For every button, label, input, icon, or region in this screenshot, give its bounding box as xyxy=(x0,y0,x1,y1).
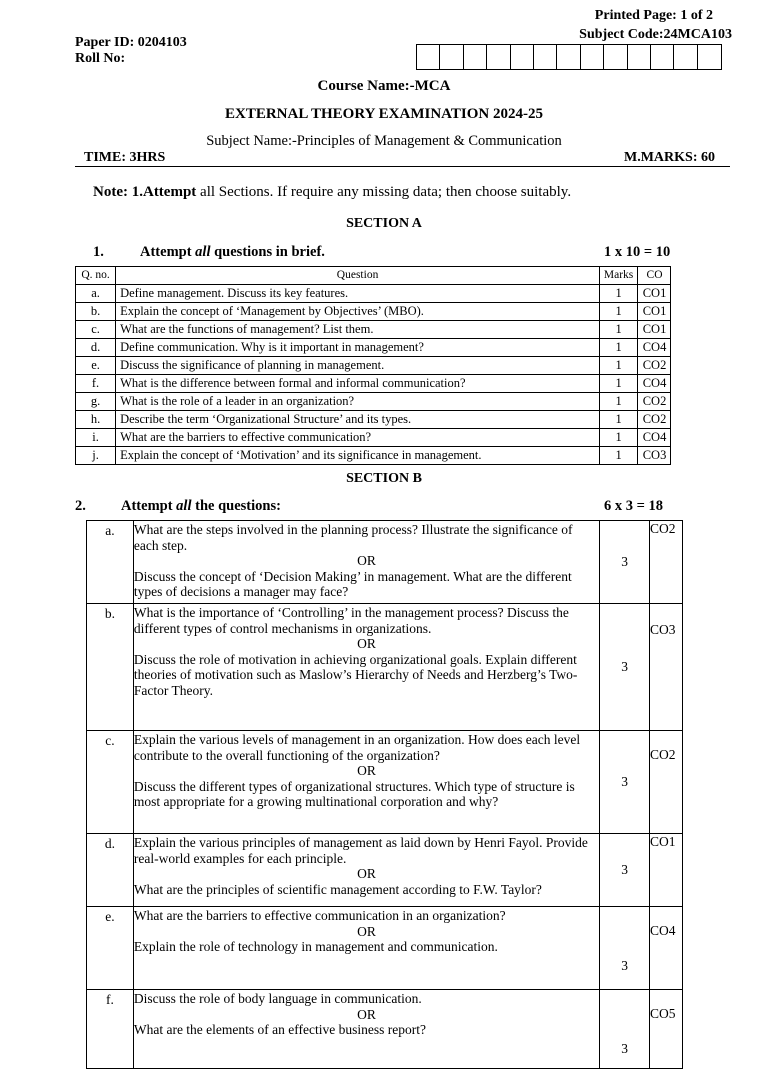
row-co: CO1 xyxy=(650,834,683,907)
q1-marks: 1 x 10 = 10 xyxy=(604,244,671,260)
row-questions xyxy=(133,990,599,1069)
table-row xyxy=(76,357,671,375)
row-question: Explain the concept of ‘Management by Objectives’ (MBO). xyxy=(116,303,600,321)
table-row xyxy=(76,447,671,465)
row-question: What are the barriers to effective communication? xyxy=(116,429,600,447)
question-option-1: Explain the various principles of management as laid down by Henri Fayol. Provide real-world examples for each principle. xyxy=(133,835,588,866)
row-co: CO1 xyxy=(638,321,671,339)
row-qno: e. xyxy=(76,357,116,375)
table-row xyxy=(76,321,671,339)
roll-box xyxy=(464,45,487,69)
course-name: Course Name:-MCA xyxy=(317,78,451,94)
note-label: Note: 1.Attempt xyxy=(93,184,197,200)
row-marks: 1 xyxy=(600,375,638,393)
section-b-table xyxy=(86,520,683,1069)
roll-no-boxes xyxy=(416,44,722,70)
table-row xyxy=(76,303,671,321)
row-co: CO2 xyxy=(638,411,671,429)
q1-number: 1. xyxy=(93,244,104,260)
question-option-1: What are the steps involved in the planning process? Illustrate the significance of each step. xyxy=(133,522,573,553)
question-option-1: What is the importance of ‘Controlling’ in the management process? Discuss the different types of control mechanisms in organizations. xyxy=(133,605,569,636)
roll-box xyxy=(487,45,510,69)
header-question: Question xyxy=(116,267,600,285)
subject-code: Subject Code:24MCA103 xyxy=(579,27,732,42)
row-co: CO3 xyxy=(650,604,683,731)
table-row xyxy=(87,907,683,990)
exam-title: EXTERNAL THEORY EXAMINATION 2024-25 xyxy=(225,106,543,122)
row-co: CO5 xyxy=(650,990,683,1069)
row-label: f. xyxy=(87,990,134,1069)
row-co: CO1 xyxy=(638,303,671,321)
row-questions xyxy=(133,907,599,990)
row-qno: h. xyxy=(76,411,116,429)
section-a-title: SECTION A xyxy=(346,216,422,231)
row-co: CO2 xyxy=(650,521,683,604)
row-questions xyxy=(133,834,599,907)
table-row xyxy=(76,393,671,411)
question-option-2: Discuss the role of motivation in achieving organizational goals. Explain different theories of motivation such as Maslow’s Hierarchy of Needs and Herzberg’s Two-Factor Theory. xyxy=(133,651,578,698)
row-label: c. xyxy=(87,731,134,834)
row-label: d. xyxy=(87,834,134,907)
row-marks: 3 xyxy=(600,990,650,1069)
roll-box xyxy=(534,45,557,69)
header-marks: Marks xyxy=(600,267,638,285)
question-option-1: Explain the various levels of management in an organization. How does each level contribute to the overall functioning of the organization? xyxy=(133,732,581,763)
roll-box xyxy=(440,45,463,69)
row-marks: 1 xyxy=(600,285,638,303)
section-a-table xyxy=(75,266,671,465)
q2-instruction-em: all xyxy=(176,498,192,514)
roll-box xyxy=(651,45,674,69)
row-co: CO4 xyxy=(650,907,683,990)
q1-instruction-pre: Attempt xyxy=(140,244,196,260)
row-marks: 3 xyxy=(600,834,650,907)
roll-box xyxy=(581,45,604,69)
question-option-2: Discuss the concept of ‘Decision Making’ in management. What are the different types of decisions a manager may face? xyxy=(133,568,572,599)
row-marks: 1 xyxy=(600,339,638,357)
roll-box xyxy=(417,45,440,69)
row-label: e. xyxy=(87,907,134,990)
table-row xyxy=(76,429,671,447)
row-question: Describe the term ‘Organizational Structure’ and its types. xyxy=(116,411,600,429)
question-option-2: Discuss the different types of organizational structures. Which type of structure is most appropriate for a growing multinational corporation and why? xyxy=(133,778,575,809)
row-co: CO2 xyxy=(638,393,671,411)
roll-box xyxy=(604,45,627,69)
row-question: What is the difference between formal and informal communication? xyxy=(116,375,600,393)
row-co: CO2 xyxy=(650,731,683,834)
row-marks: 3 xyxy=(600,604,650,731)
row-qno: d. xyxy=(76,339,116,357)
q2-instruction xyxy=(121,498,281,515)
roll-box xyxy=(557,45,580,69)
section-b-title: SECTION B xyxy=(346,471,422,486)
q1-instruction-em: all xyxy=(195,244,211,260)
table-header-row xyxy=(76,267,671,285)
table-row xyxy=(87,834,683,907)
row-qno: f. xyxy=(76,375,116,393)
row-question: Discuss the significance of planning in management. xyxy=(116,357,600,375)
row-label: b. xyxy=(87,604,134,731)
table-row xyxy=(76,411,671,429)
row-questions xyxy=(133,604,599,731)
q2-number: 2. xyxy=(75,498,86,514)
row-co: CO2 xyxy=(638,357,671,375)
table-row xyxy=(87,604,683,731)
paper-id: Paper ID: 0204103 xyxy=(75,35,187,50)
q2-marks: 6 x 3 = 18 xyxy=(604,498,664,514)
row-co: CO3 xyxy=(638,447,671,465)
table-row xyxy=(87,521,683,604)
question-option-1: What are the barriers to effective communication in an organization? xyxy=(133,908,506,923)
row-marks: 3 xyxy=(600,731,650,834)
row-question: What are the functions of management? List them. xyxy=(116,321,600,339)
roll-box xyxy=(674,45,697,69)
row-qno: c. xyxy=(76,321,116,339)
row-questions xyxy=(133,731,599,834)
question-option-2: What are the principles of scientific management according to F.W. Taylor? xyxy=(133,881,542,897)
roll-box xyxy=(698,45,721,69)
table-row xyxy=(87,731,683,834)
question-option-2: Explain the role of technology in management and communication. xyxy=(133,939,498,954)
max-marks: M.MARKS: 60 xyxy=(624,150,715,165)
roll-box xyxy=(628,45,651,69)
row-questions xyxy=(133,521,599,604)
q1-instruction-post: questions in brief. xyxy=(210,244,325,260)
table-row xyxy=(87,990,683,1069)
row-qno: j. xyxy=(76,447,116,465)
row-question: Explain the concept of ‘Motivation’ and its significance in management. xyxy=(116,447,600,465)
or-separator: OR xyxy=(357,923,376,939)
or-separator: OR xyxy=(357,1006,376,1022)
row-marks: 1 xyxy=(600,429,638,447)
q1-instruction xyxy=(140,244,325,261)
row-marks: 3 xyxy=(600,521,650,604)
row-qno: i. xyxy=(76,429,116,447)
roll-no-label: Roll No: xyxy=(75,51,126,66)
or-separator: OR xyxy=(357,636,376,651)
table-row xyxy=(76,285,671,303)
row-co: CO4 xyxy=(638,375,671,393)
row-marks: 1 xyxy=(600,393,638,411)
note-text: all Sections. If require any missing data; then choose suitably. xyxy=(196,184,572,200)
row-label: a. xyxy=(87,521,134,604)
row-co: CO4 xyxy=(638,429,671,447)
row-co: CO1 xyxy=(638,285,671,303)
table-row xyxy=(76,339,671,357)
q2-instruction-pre: Attempt xyxy=(121,498,177,514)
row-qno: b. xyxy=(76,303,116,321)
header-divider xyxy=(75,166,730,167)
row-marks: 1 xyxy=(600,357,638,375)
subject-name: Subject Name:-Principles of Management & Communication xyxy=(206,133,562,149)
header-qno: Q. no. xyxy=(76,267,116,285)
row-marks: 1 xyxy=(600,303,638,321)
or-separator: OR xyxy=(357,866,376,881)
q2-instruction-post: the questions: xyxy=(191,498,281,514)
time-label: TIME: 3HRS xyxy=(84,150,166,165)
question-option-2: What are the elements of an effective business report? xyxy=(133,1022,426,1037)
header-co: CO xyxy=(638,267,671,285)
table-row xyxy=(76,375,671,393)
roll-box xyxy=(511,45,534,69)
row-question: What is the role of a leader in an organization? xyxy=(116,393,600,411)
question-option-1: Discuss the role of body language in communication. xyxy=(133,991,422,1006)
or-separator: OR xyxy=(357,553,376,568)
row-question: Define communication. Why is it important in management? xyxy=(116,339,600,357)
row-qno: g. xyxy=(76,393,116,411)
row-marks: 1 xyxy=(600,321,638,339)
or-separator: OR xyxy=(357,763,376,778)
row-question: Define management. Discuss its key features. xyxy=(116,285,600,303)
note xyxy=(93,184,571,201)
row-marks: 1 xyxy=(600,411,638,429)
printed-page: Printed Page: 1 of 2 xyxy=(594,8,713,23)
row-marks: 3 xyxy=(600,907,650,990)
row-co: CO4 xyxy=(638,339,671,357)
row-qno: a. xyxy=(76,285,116,303)
row-marks: 1 xyxy=(600,447,638,465)
